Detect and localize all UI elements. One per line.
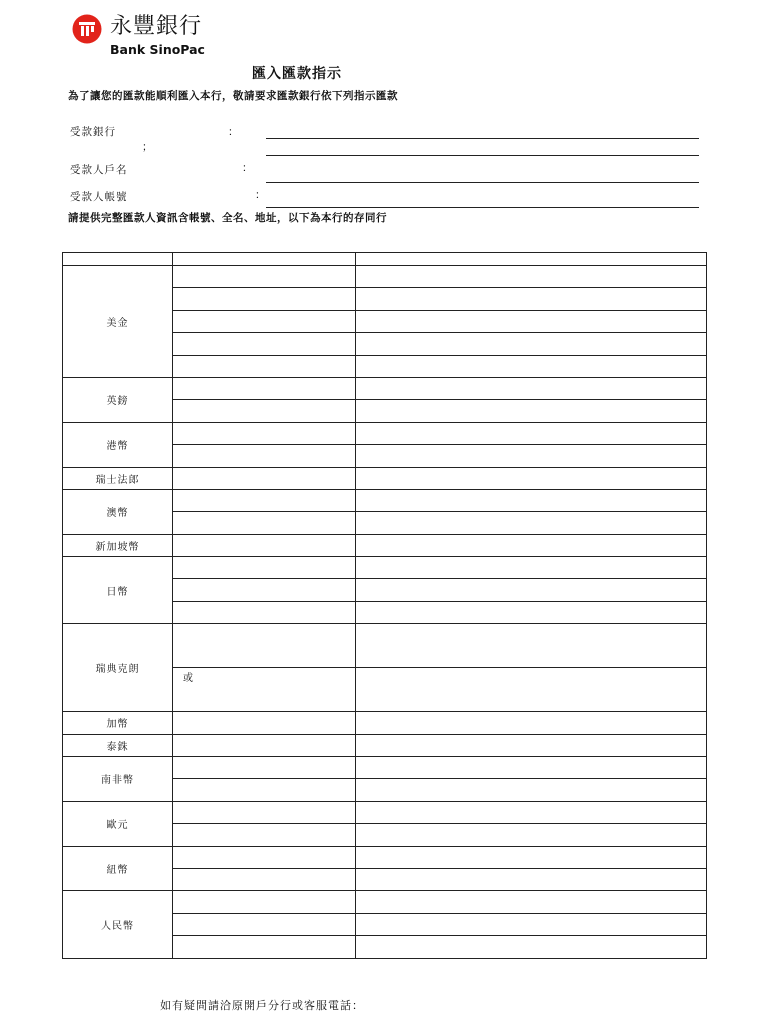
account-cell xyxy=(356,266,707,288)
bank-cell xyxy=(173,936,356,958)
bank-cell xyxy=(173,579,356,601)
brand-name-en: Bank SinoPac xyxy=(110,42,205,57)
account-cell xyxy=(356,712,707,734)
account-cell xyxy=(356,601,707,623)
bank-cell xyxy=(173,846,356,868)
bank-cell xyxy=(173,868,356,890)
table-row xyxy=(63,757,707,779)
beneficiary-name-label: 受款人戶名 xyxy=(70,164,128,176)
beneficiary-bank-colon: ： xyxy=(228,126,239,138)
bank-cell xyxy=(173,310,356,332)
bank-cell xyxy=(173,891,356,913)
currency-cell: 英鎊 xyxy=(63,377,173,422)
table-row xyxy=(63,734,707,756)
bank-cell xyxy=(173,601,356,623)
beneficiary-account-line[interactable] xyxy=(266,207,699,208)
currency-cell: 美金 xyxy=(63,266,173,378)
beneficiary-bank-label: 受款銀行 xyxy=(70,126,116,138)
bank-cell xyxy=(173,422,356,444)
account-cell xyxy=(356,512,707,534)
currency-cell: 瑞士法郎 xyxy=(63,467,173,489)
account-cell xyxy=(356,355,707,377)
table-row xyxy=(63,534,707,556)
table-row xyxy=(63,266,707,288)
bank-cell xyxy=(173,779,356,801)
beneficiary-name-colon: ： xyxy=(242,162,253,174)
bank-cell xyxy=(173,557,356,579)
bank-cell xyxy=(173,913,356,935)
table-row xyxy=(63,624,707,668)
account-cell xyxy=(356,936,707,958)
beneficiary-bank-line-1[interactable] xyxy=(266,138,699,139)
beneficiary-account-colon: ： xyxy=(255,189,266,201)
table-body xyxy=(63,266,707,959)
currency-cell: 歐元 xyxy=(63,801,173,846)
beneficiary-name-line[interactable] xyxy=(266,182,699,183)
account-cell xyxy=(356,891,707,913)
account-cell xyxy=(356,333,707,355)
bank-cell xyxy=(173,824,356,846)
table-row xyxy=(63,377,707,399)
table-row xyxy=(63,846,707,868)
table-header-row xyxy=(63,253,707,266)
currency-cell: 港幣 xyxy=(63,422,173,467)
table-header-cell xyxy=(173,253,356,266)
beneficiary-account-label: 受款人帳號 xyxy=(70,191,128,203)
bank-logo xyxy=(72,12,232,58)
account-cell xyxy=(356,445,707,467)
account-cell xyxy=(356,779,707,801)
bank-cell xyxy=(173,489,356,511)
form-title: 匯入匯款指示 xyxy=(252,66,342,82)
account-cell xyxy=(356,734,707,756)
remittance-instruction-table xyxy=(62,252,707,959)
account-cell xyxy=(356,579,707,601)
bank-cell xyxy=(173,400,356,422)
account-cell xyxy=(356,668,707,712)
table-header-cell xyxy=(63,253,173,266)
account-cell xyxy=(356,913,707,935)
footer-contact-text: 如有疑問請洽原開戶分行或客服電話： xyxy=(160,999,364,1012)
bank-cell xyxy=(173,288,356,310)
account-cell xyxy=(356,400,707,422)
currency-cell: 瑞典克朗 xyxy=(63,624,173,712)
account-cell xyxy=(356,624,707,668)
account-cell xyxy=(356,377,707,399)
bank-cell xyxy=(173,757,356,779)
bank-cell xyxy=(173,512,356,534)
currency-cell: 加幣 xyxy=(63,712,173,734)
bank-cell xyxy=(173,467,356,489)
table-row xyxy=(63,422,707,444)
account-cell xyxy=(356,467,707,489)
account-cell xyxy=(356,557,707,579)
account-cell xyxy=(356,288,707,310)
form-subtitle: 為了讓您的匯款能順利匯入本行，敬請要求匯款銀行依下列指示匯款 xyxy=(68,90,398,102)
beneficiary-bank-extra-colon: ； xyxy=(142,141,153,153)
bank-cell xyxy=(173,266,356,288)
account-cell xyxy=(356,310,707,332)
table-row xyxy=(63,891,707,913)
bank-cell xyxy=(173,377,356,399)
currency-cell: 日幣 xyxy=(63,557,173,624)
bank-cell xyxy=(173,534,356,556)
account-cell xyxy=(356,534,707,556)
alternative-note-cell: 或 xyxy=(173,668,356,712)
bank-cell xyxy=(173,801,356,823)
account-cell xyxy=(356,422,707,444)
sinopac-logo-icon xyxy=(72,14,102,44)
bank-cell xyxy=(173,734,356,756)
bank-cell xyxy=(173,712,356,734)
bank-cell xyxy=(173,624,356,668)
account-cell xyxy=(356,489,707,511)
table-header-cell xyxy=(356,253,707,266)
currency-cell: 南非幣 xyxy=(63,757,173,802)
currency-cell: 紐幣 xyxy=(63,846,173,891)
account-cell xyxy=(356,824,707,846)
table-row xyxy=(63,489,707,511)
currency-cell: 澳幣 xyxy=(63,489,173,534)
remitter-info-notice: 請提供完整匯款人資訊含帳號、全名、地址，以下為本行的存同行 xyxy=(68,212,387,224)
bank-cell xyxy=(173,355,356,377)
table-row xyxy=(63,712,707,734)
table-row xyxy=(63,467,707,489)
account-cell xyxy=(356,846,707,868)
table-row xyxy=(63,801,707,823)
beneficiary-bank-line-2[interactable] xyxy=(266,155,699,156)
bank-cell xyxy=(173,445,356,467)
account-cell xyxy=(356,868,707,890)
bank-cell xyxy=(173,333,356,355)
account-cell xyxy=(356,801,707,823)
account-cell xyxy=(356,757,707,779)
brand-name-cn: 永豐銀行 xyxy=(110,14,203,39)
currency-cell: 泰銖 xyxy=(63,734,173,756)
currency-cell: 新加坡幣 xyxy=(63,534,173,556)
currency-cell: 人民幣 xyxy=(63,891,173,958)
table-row xyxy=(63,557,707,579)
